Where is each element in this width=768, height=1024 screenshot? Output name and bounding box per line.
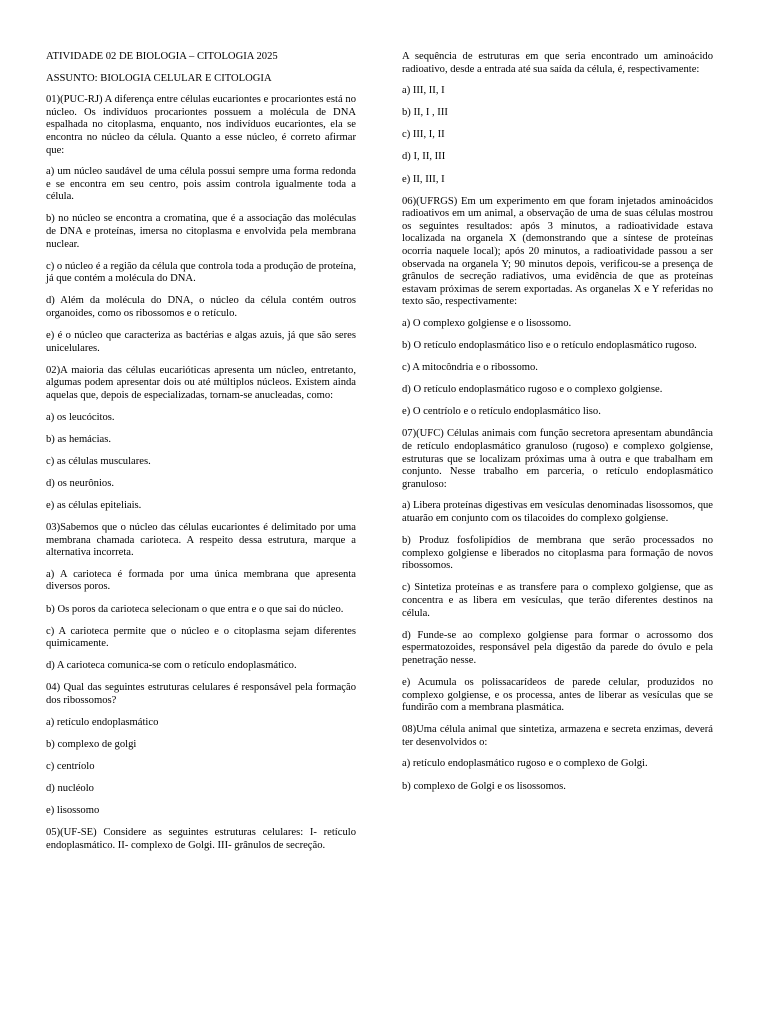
- question-5-option-c: c) III, I, II: [402, 129, 445, 141]
- question-4-option-a: a) retículo endoplasmático: [46, 716, 159, 728]
- question-7-stem: 07)(UFC) Células animais com função secretora apresentam abundância de retículo endoplasmático granuloso (rugoso) e complexo golgiense, estruturas que se localizam próximas uma à outra e que trabalham em conjunto. Nesse trabalho em parceria, o retículo endoplasmático granuloso:: [402, 428, 713, 490]
- question-4-option-c: c) centríolo: [46, 760, 95, 772]
- question-3-option-d: d) A carioteca comunica-se com o retículo endoplasmático.: [46, 660, 297, 672]
- question-2-option-a: a) os leucócitos.: [46, 411, 115, 423]
- question-6-option-a: a) O complexo golgiense e o lisossomo.: [402, 318, 572, 329]
- question-3-option-b: b) Os poros da carioteca selecionam o que entra e o que sai do núcleo.: [46, 603, 344, 615]
- question-1-option-e: e) é o núcleo que caracteriza as bactérias e algas azuis, já que são seres unicelulares.: [46, 330, 356, 354]
- question-8-option-b: b) complexo de Golgi e os lisossomos.: [402, 780, 566, 792]
- question-7-option-a: a) Libera proteínas digestivas em vesículas denominadas lisossomos, que atuarão em conjunto com os tilacoides do complexo golgiense.: [402, 500, 713, 525]
- question-8-stem: 08)Uma célula animal que sintetiza, armazena e secreta enzimas, deverá ter desenvolvidos o:: [402, 724, 713, 748]
- document-subject: ASSUNTO: BIOLOGIA CELULAR E CITOLOGIA: [46, 72, 272, 84]
- question-2-option-c: c) as células musculares.: [46, 455, 151, 467]
- document-title: ATIVIDADE 02 DE BIOLOGIA – CITOLOGIA 2025: [46, 51, 278, 62]
- question-2-option-b: b) as hemácias.: [46, 433, 112, 445]
- question-5-stem: 05)(UF-SE) Considere as seguintes estruturas celulares: I- retículo endoplasmático. II- complexo de Golgi. III- grânulos de secreção.: [46, 827, 356, 851]
- question-2-option-e: e) as células epiteliais.: [46, 499, 142, 511]
- question-5-continuation: A sequência de estruturas em que seria encontrado um aminoácido radioativo, desde a entrada até sua saída da célula, é, respectivamente:: [402, 51, 713, 75]
- question-6-option-b: b) O retículo endoplasmático liso e o retículo endoplasmático rugoso.: [402, 340, 697, 352]
- question-5-option-e: e) II, III, I: [402, 173, 445, 185]
- question-7-option-d: d) Funde-se ao complexo golgiense para formar o acrossomo dos espermatozoides, responsável pela digestão da parede do óvulo e pela penetração nesse.: [402, 629, 713, 666]
- question-8-option-a: a) retículo endoplasmático rugoso e o complexo de Golgi.: [402, 758, 648, 770]
- question-5-option-a: a) III, II, I: [402, 85, 445, 97]
- question-4-option-e: e) lisossomo: [46, 804, 100, 816]
- question-7-option-e: e) Acumula os polissacarídeos de parede celular, produzidos no complexo golgiense, e os processa, antes de liberar as vesículas que se fundirão com a membrana plasmática.: [402, 676, 713, 714]
- question-6-option-e: e) O centríolo e o retículo endoplasmático liso.: [402, 406, 601, 418]
- question-1-option-b: b) no núcleo se encontra a cromatina, que é a associação das moléculas de DNA e proteínas, imersa no citoplasma e envolvida pela membrana nuclear.: [46, 213, 356, 250]
- question-7-option-b: b) Produz fosfolipídios de membrana que serão processados no complexo golgiense e liberados no citoplasma para formação de novos ribossomos.: [402, 535, 713, 572]
- left-column: [46, 51, 356, 852]
- question-7-option-c: c) Sintetiza proteínas e as transfere para o complexo golgiense, que as concentra e as libera em vesículas, que terão diferentes destinos na célula.: [402, 582, 713, 619]
- question-1-option-a: a) um núcleo saudável de uma célula possui sempre uma forma redonda e se encontra em seu centro, pois assim controla igualmente toda a célula.: [46, 166, 356, 203]
- question-3-option-c: c) A carioteca permite que o núcleo e o citoplasma sejam diferentes quimicamente.: [46, 625, 356, 650]
- right-column: [402, 51, 713, 793]
- question-4-stem: 04) Qual das seguintes estruturas celulares é responsável pela formação dos ribossomos?: [46, 682, 356, 706]
- question-1-stem: 01)(PUC-RJ) A diferença entre células eucariontes e procariontes está no núcleo. Os indivíduos procariontes possuem a molécula de DNA espalhada no citoplasma, enquanto, nos indivíduos eucariontes, ela se encontra no núcleo da célula. Quanto a esse núcleo, é correto afirmar que:: [46, 94, 356, 156]
- question-6-option-d: d) O retículo endoplasmático rugoso e o complexo golgiense.: [402, 384, 663, 396]
- question-5-option-b: b) II, I , III: [402, 107, 448, 119]
- question-2-stem: 02)A maioria das células eucarióticas apresenta um núcleo, entretanto, algumas podem apresentar dois ou até múltiplos núcleos. Existem ainda aquelas que, depois de especializadas, tornam-se anucleadas, como:: [46, 364, 356, 401]
- question-1-option-d: d) Além da molécula do DNA, o núcleo da célula contém outros organoides, como os ribossomos e o retículo.: [46, 295, 356, 319]
- question-3-option-a: a) A carioteca é formada por uma única membrana que apresenta diversos poros.: [46, 568, 356, 593]
- question-4-option-d: d) nucléolo: [46, 782, 94, 794]
- question-3-stem: 03)Sabemos que o núcleo das células eucariontes é delimitado por uma membrana chamada carioteca. A respeito dessa estrutura, marque a alternativa incorreta.: [46, 522, 356, 559]
- question-5-option-d: d) I, II, III: [402, 151, 446, 163]
- question-2-option-d: d) os neurônios.: [46, 477, 114, 489]
- question-1-option-c: c) o núcleo é a região da célula que controla toda a produção de proteína, já que contém a molécula do DNA.: [46, 260, 356, 285]
- question-6-stem: 06)(UFRGS) Em um experimento em que foram injetados aminoácidos radioativos em um animal, a observação de uma de suas células mostrou os seguintes resultados: após 3 minutos, a radioatividade estava localizada na organela X (demonstrando que a síntese de proteínas ocorria naquele local); após 20 minutos, a radioatividade passou a ser observada na organela Y; 90 minutos depois, verificou-se a presença de grânulos de secreção radiativos, uma evidência de que as proteínas estavam próximas de serem exportadas. As organelas X e Y referidas no texto são, respectivamente:: [402, 195, 713, 308]
- question-6-option-c: c) A mitocôndria e o ribossomo.: [402, 362, 538, 374]
- question-4-option-b: b) complexo de golgi: [46, 738, 137, 750]
